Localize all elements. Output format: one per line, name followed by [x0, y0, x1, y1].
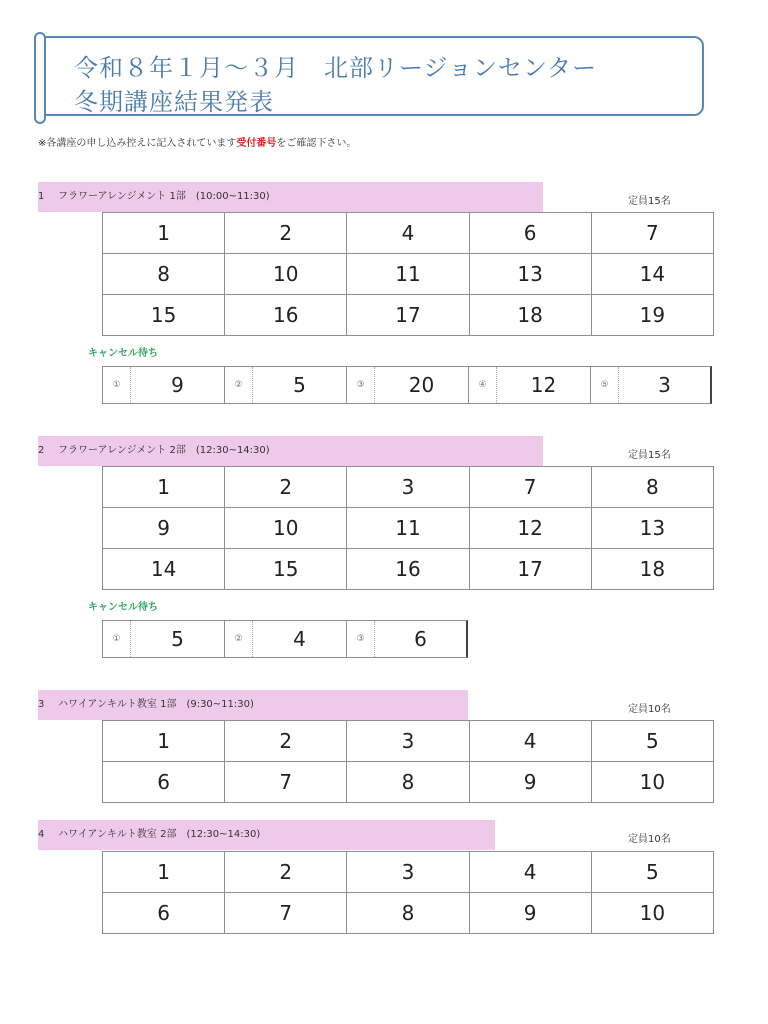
number-cell: 8 [103, 254, 225, 295]
section-number: 1 [38, 191, 45, 202]
number-cell: 9 [103, 508, 225, 549]
table-row [103, 762, 714, 803]
accepted-numbers-table [102, 466, 714, 590]
number-cell: 12 [469, 508, 591, 549]
number-cell: 4 [469, 721, 591, 762]
number-cell: 16 [225, 295, 347, 336]
number-cell: 19 [591, 295, 713, 336]
waitlist-number: 12 [530, 373, 557, 397]
capacity-label: 定員15名 [628, 196, 671, 207]
number-cell: 7 [225, 762, 347, 803]
waitlist-cell [224, 366, 346, 404]
waitlist-number: 5 [293, 373, 306, 397]
note-text-after: をご確認下さい。 [276, 138, 357, 149]
number-cell: 4 [469, 852, 591, 893]
number-cell: 7 [469, 467, 591, 508]
number-cell: 14 [103, 549, 225, 590]
capacity-label: 定員10名 [628, 704, 671, 715]
section-header [38, 436, 543, 466]
number-cell: 1 [103, 852, 225, 893]
table-row [103, 213, 714, 254]
section-title: ハワイアンキルト教室 2部 (12:30~14:30) [58, 829, 261, 840]
number-cell: 8 [347, 893, 469, 934]
number-cell: 1 [103, 213, 225, 254]
table-row [103, 549, 714, 590]
number-cell: 11 [347, 254, 469, 295]
number-cell: 7 [225, 893, 347, 934]
number-cell: 11 [347, 508, 469, 549]
number-cell: 2 [225, 721, 347, 762]
number-cell: 7 [591, 213, 713, 254]
number-cell: 13 [469, 254, 591, 295]
number-cell: 10 [225, 254, 347, 295]
waitlist-row [102, 366, 712, 404]
number-cell: 10 [591, 762, 713, 803]
waitlist-cell [224, 620, 346, 658]
table-row [103, 254, 714, 295]
number-cell: 6 [469, 213, 591, 254]
table-row [103, 295, 714, 336]
page-subtitle: 冬期講座結果発表 [74, 88, 274, 116]
number-cell: 18 [591, 549, 713, 590]
number-cell: 2 [225, 852, 347, 893]
table-row [103, 508, 714, 549]
number-cell: 8 [591, 467, 713, 508]
table-row [103, 893, 714, 934]
section-header [38, 820, 495, 850]
waitlist-label: キャンセル待ち [88, 602, 158, 613]
accepted-numbers-table [102, 212, 714, 336]
number-cell: 10 [591, 893, 713, 934]
title-banner [38, 36, 704, 116]
waitlist-number: 9 [171, 373, 184, 397]
number-cell: 1 [103, 721, 225, 762]
capacity-label: 定員15名 [628, 450, 671, 461]
waitlist-label: キャンセル待ち [88, 348, 158, 359]
number-cell: 2 [225, 213, 347, 254]
accepted-numbers-table [102, 851, 714, 934]
number-cell: 9 [469, 893, 591, 934]
waitlist-index: ① [103, 621, 131, 657]
waitlist-number: 4 [293, 627, 306, 651]
waitlist-index: ② [225, 367, 253, 403]
number-cell: 6 [103, 762, 225, 803]
section-header [38, 182, 543, 212]
instruction-note [38, 134, 356, 149]
waitlist-cell [468, 366, 590, 404]
number-cell: 4 [347, 213, 469, 254]
waitlist-number: 6 [414, 627, 427, 651]
number-cell: 17 [469, 549, 591, 590]
table-row [103, 852, 714, 893]
capacity-label: 定員10名 [628, 834, 671, 845]
note-text-before: ※各講座の申し込み控えに記入されています [38, 138, 237, 149]
section-title: フラワーアレンジメント 2部 (12:30~14:30) [58, 445, 270, 456]
number-cell: 15 [103, 295, 225, 336]
number-cell: 5 [591, 852, 713, 893]
number-cell: 15 [225, 549, 347, 590]
section-number: 3 [38, 699, 45, 710]
waitlist-number: 5 [171, 627, 184, 651]
page-title: 令和８年１月～３月 北部リージョンセンター [74, 54, 598, 82]
number-cell: 5 [591, 721, 713, 762]
note-highlight: 受付番号 [236, 138, 277, 149]
waitlist-index: ③ [347, 621, 375, 657]
accepted-numbers-table [102, 720, 714, 803]
waitlist-cell [102, 366, 224, 404]
table-row [103, 721, 714, 762]
number-cell: 1 [103, 467, 225, 508]
section-number: 2 [38, 445, 45, 456]
number-cell: 8 [347, 762, 469, 803]
number-cell: 3 [347, 467, 469, 508]
section-number: 4 [38, 829, 45, 840]
number-cell: 3 [347, 852, 469, 893]
number-cell: 18 [469, 295, 591, 336]
section-title: ハワイアンキルト教室 1部 (9:30~11:30) [58, 699, 254, 710]
waitlist-row [102, 620, 468, 658]
waitlist-cell [346, 620, 468, 658]
number-cell: 13 [591, 508, 713, 549]
waitlist-index: ① [103, 367, 131, 403]
waitlist-number: 20 [408, 373, 435, 397]
number-cell: 14 [591, 254, 713, 295]
waitlist-index: ④ [469, 367, 497, 403]
section-title: フラワーアレンジメント 1部 (10:00~11:30) [58, 191, 270, 202]
waitlist-index: ⑤ [591, 367, 619, 403]
waitlist-index: ② [225, 621, 253, 657]
number-cell: 16 [347, 549, 469, 590]
waitlist-cell [102, 620, 224, 658]
waitlist-number: 3 [658, 373, 671, 397]
number-cell: 2 [225, 467, 347, 508]
waitlist-cell [590, 366, 712, 404]
number-cell: 3 [347, 721, 469, 762]
waitlist-cell [346, 366, 468, 404]
number-cell: 9 [469, 762, 591, 803]
number-cell: 6 [103, 893, 225, 934]
number-cell: 17 [347, 295, 469, 336]
waitlist-index: ③ [347, 367, 375, 403]
table-row [103, 467, 714, 508]
number-cell: 10 [225, 508, 347, 549]
section-header [38, 690, 468, 720]
